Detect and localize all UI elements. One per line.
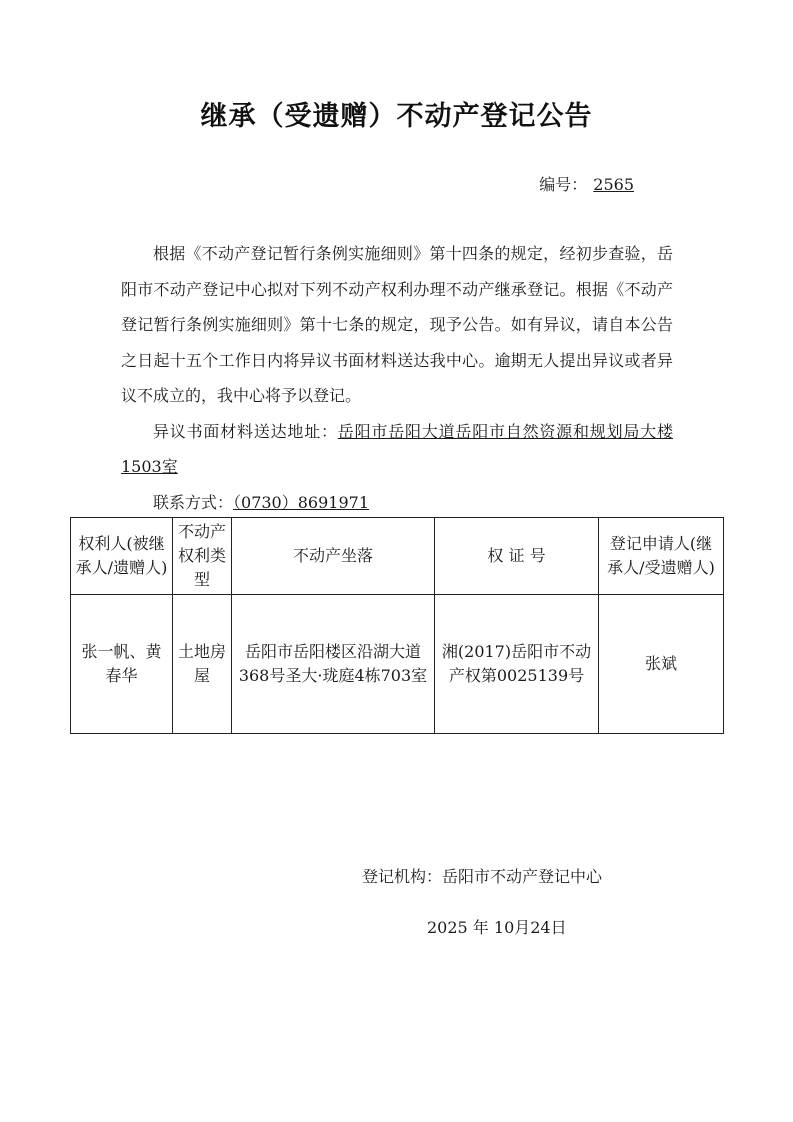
notice-body (121, 236, 673, 520)
table-header-row (71, 518, 724, 595)
header-holder: 权利人(被继承人/遗赠人) (71, 518, 173, 595)
header-right-type: 不动产权利类型 (173, 518, 232, 595)
notice-date: 2025 年 10月24日 (427, 918, 567, 937)
registration-authority (362, 864, 602, 887)
page-title: 继承（受遗赠）不动产登记公告 (200, 101, 593, 132)
serial-label: 编号： (539, 175, 588, 194)
registration-table (70, 517, 724, 734)
serial-value: 2565 (593, 175, 634, 194)
cell-holder: 张一帆、黄春华 (71, 595, 173, 734)
contact-value: （0730）8691971 (233, 492, 369, 512)
contact-label: 联系方式： (153, 492, 234, 512)
objection-address (121, 414, 673, 485)
cell-applicant: 张斌 (599, 595, 724, 734)
authority-value: 岳阳市不动产登记中心 (442, 867, 603, 886)
address-label: 异议书面材料送达地址： (153, 421, 338, 441)
header-applicant: 登记申请人(继承人/受遗赠人) (599, 518, 724, 595)
header-cert-no: 权 证 号 (435, 518, 599, 595)
cell-right-type: 土地房屋 (173, 595, 232, 734)
cell-cert-no: 湘(2017)岳阳市不动产权第0025139号 (435, 595, 599, 734)
address-value: 岳阳市岳阳大道岳阳市自然资源和规划局大楼1503室 (121, 421, 673, 476)
cell-location: 岳阳市岳阳楼区沿湖大道368号圣大·珑庭4栋703室 (232, 595, 435, 734)
serial-number (539, 172, 634, 195)
table-row (71, 595, 724, 734)
notice-paragraph: 根据《不动产登记暂行条例实施细则》第十四条的规定，经初步查验，岳阳市不动产登记中心拟对下列不动产权利办理不动产继承登记。根据《不动产登记暂行条例实施细则》第十七条的规定，现予公告。如有异议，请自本公告之日起十五个工作日内将异议书面材料送达我中心。逾期无人提出异议或者异议不成立的，我中心将予以登记。 (121, 244, 673, 405)
contact-info (121, 485, 673, 521)
authority-label: 登记机构： (362, 867, 443, 886)
header-location: 不动产坐落 (232, 518, 435, 595)
